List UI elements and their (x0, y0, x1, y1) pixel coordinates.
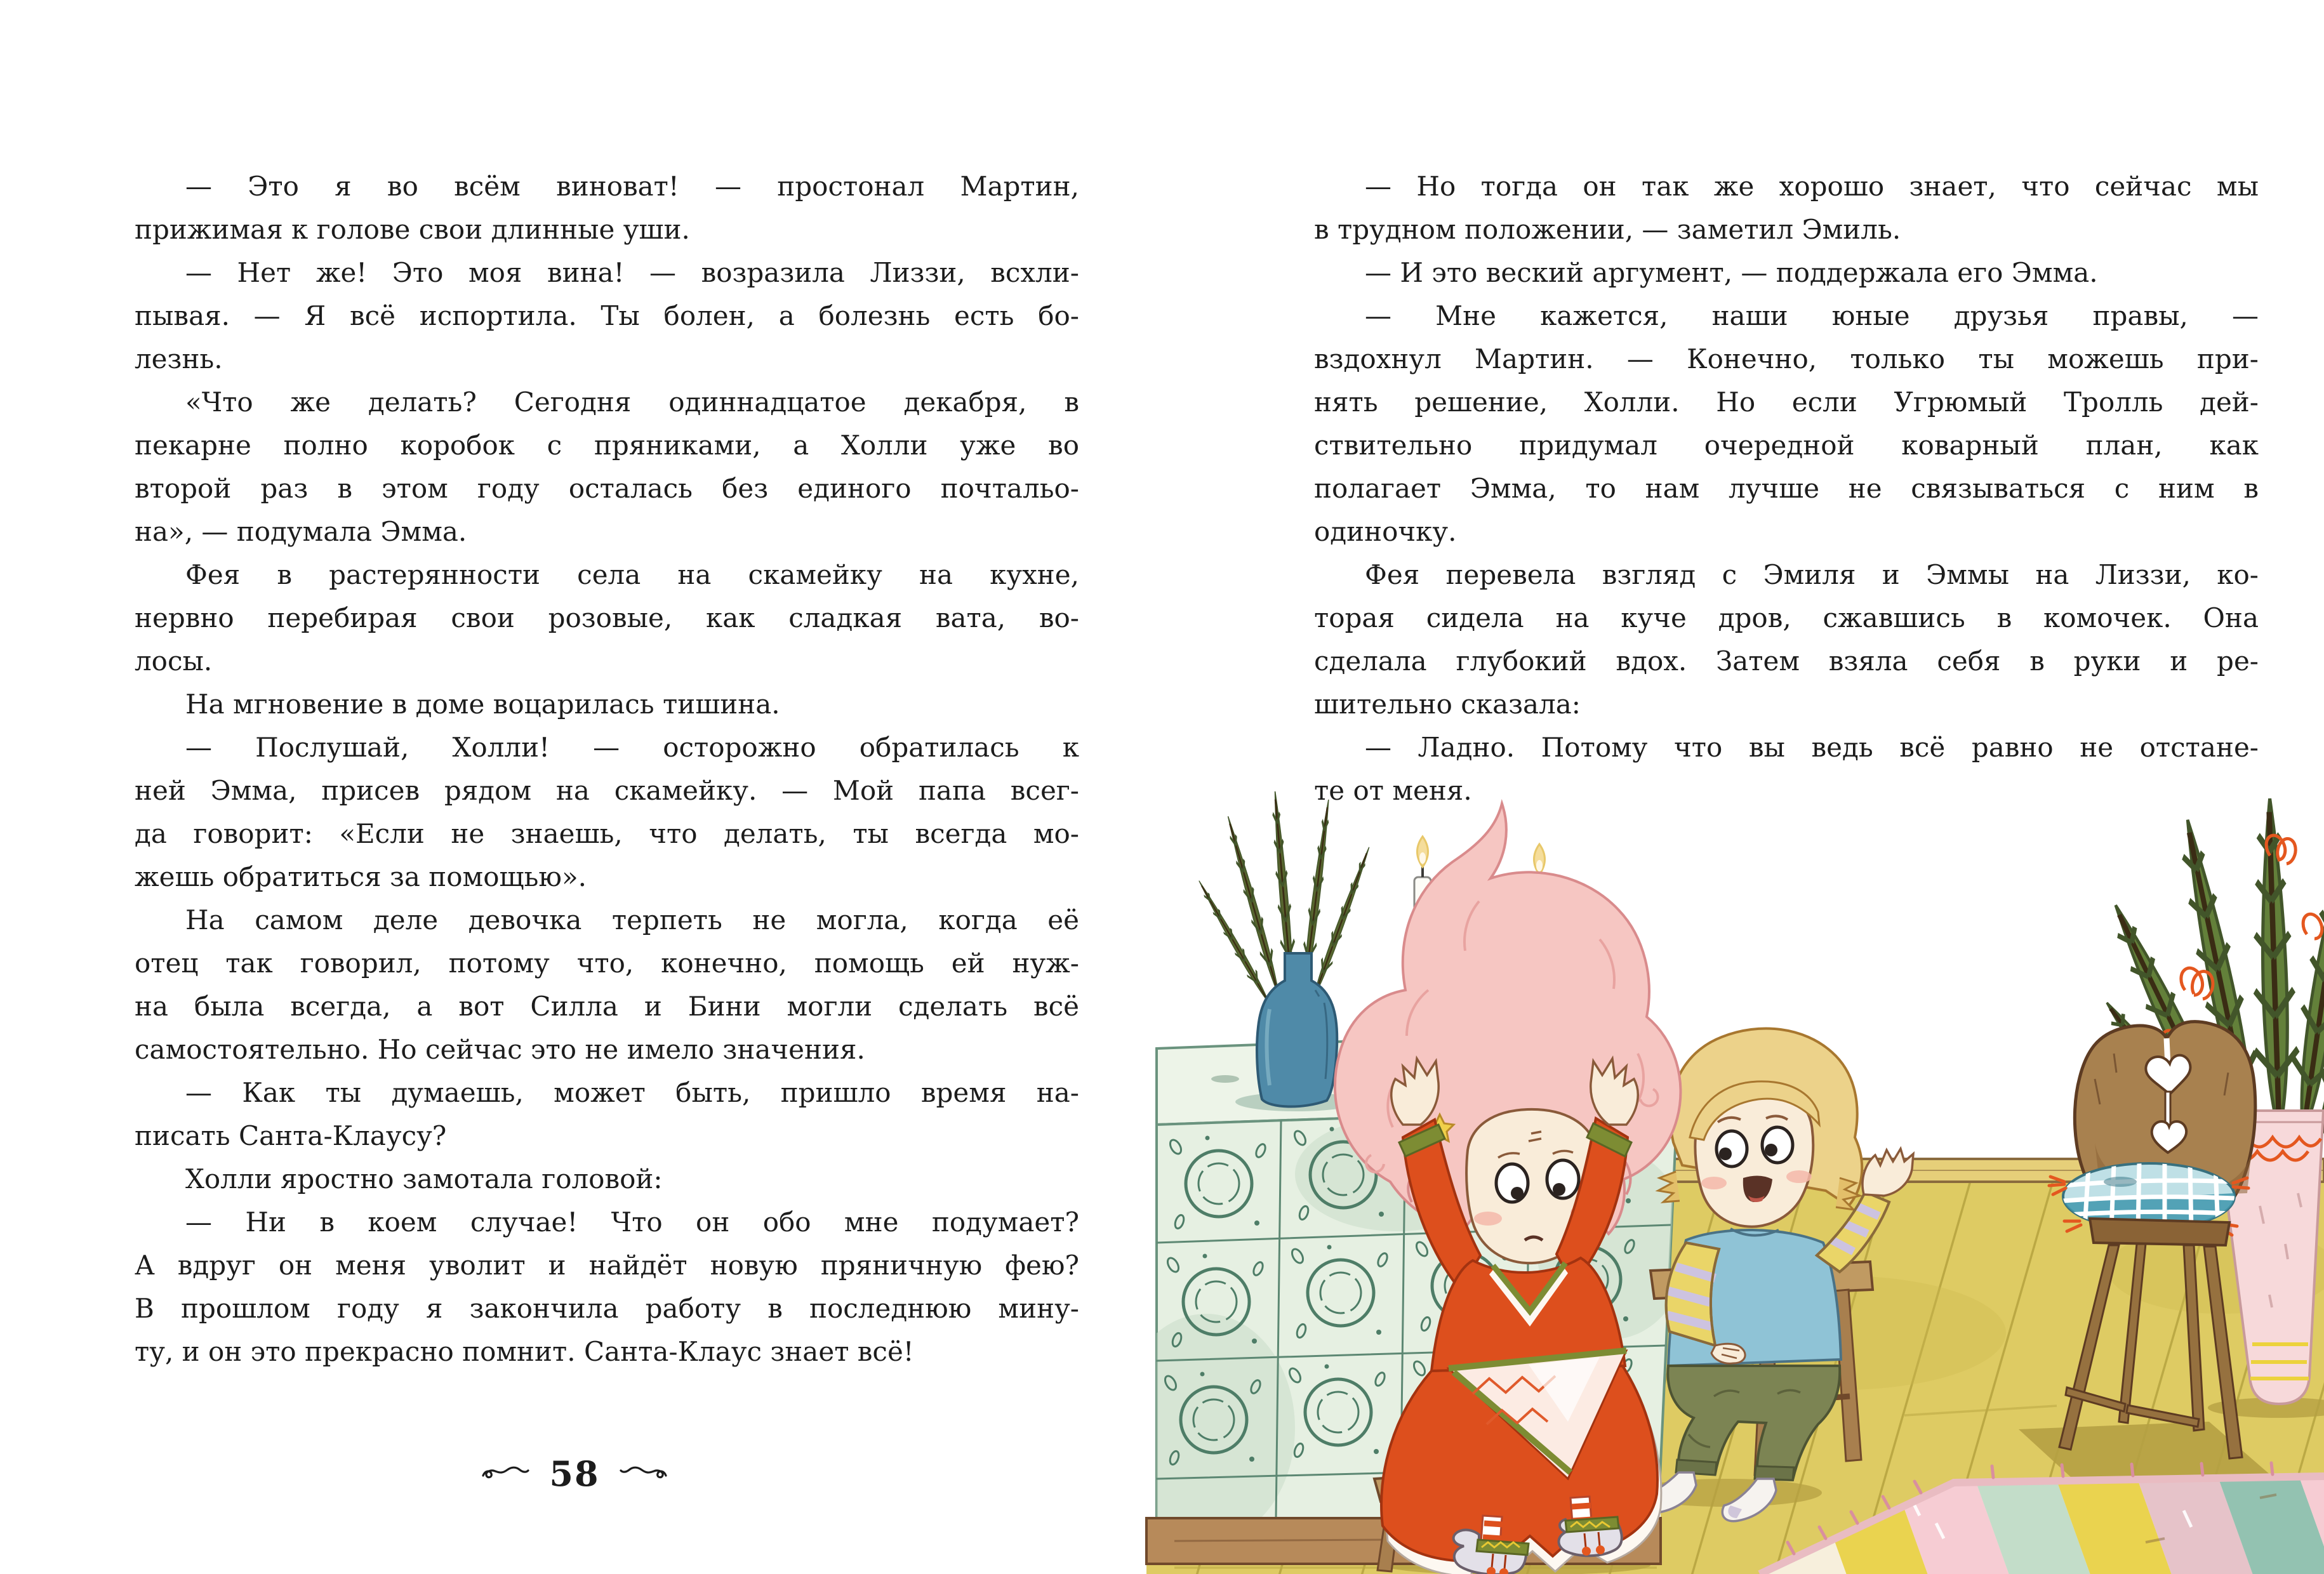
text-line: — Но тогда он так же хорошо знает, что сейчас мы (1365, 171, 2259, 202)
text-line: второй раз в этом году осталась без единого почтальо- (135, 473, 1079, 504)
text-line: — Ладно. Потому что вы ведь всё равно не отстане- (1365, 732, 2259, 763)
paragraph (135, 683, 1079, 726)
page-number: 58 (549, 1453, 600, 1494)
paragraph (1314, 165, 2259, 251)
text-line: ту, и он это прекрасно помнит. Санта-Клаус знает всё! (135, 1336, 914, 1367)
text-line: — Нет же! Это моя вина! — возразила Лиззи, всхли- (185, 257, 1079, 288)
text-line: торая сидела на куче дров, сжавшись в комочек. Она (1314, 602, 2259, 633)
text-line: те от меня. (1314, 775, 1472, 806)
paragraph (135, 899, 1079, 1071)
text-line: шительно сказала: (1314, 689, 1581, 720)
text-line: вздохнул Мартин. — Конечно, только ты можешь при- (1314, 343, 2259, 374)
text-line: отец так говорил, потому что, конечно, помощь ей нуж- (135, 948, 1079, 979)
kitchen-illustration (1130, 787, 2324, 1574)
right-page-text (1314, 165, 2259, 812)
text-line: жешь обратиться за помощью». (135, 861, 587, 892)
paragraph (135, 1158, 1079, 1201)
text-line: Фея в растерянности села на скамейку на кухне, (185, 559, 1079, 590)
text-line: — Как ты думаешь, может быть, пришло время на- (185, 1077, 1079, 1108)
text-line: — Мне кажется, наши юные друзья правы, — (1365, 300, 2259, 331)
paragraph (135, 726, 1079, 899)
text-line: да говорит: «Если не знаешь, что делать, ты всегда мо- (135, 818, 1079, 849)
text-line: — Послушай, Холли! — осторожно обратилась к (185, 732, 1079, 763)
text-line: на была всегда, а вот Силла и Бини могли сделать всё (135, 991, 1079, 1022)
text-line: Холли яростно замотала головой: (185, 1163, 663, 1194)
text-line: писать Санта-Клаусу? (135, 1120, 447, 1151)
page-number-row (352, 1453, 797, 1494)
text-line: полагает Эмма, то нам лучше не связываться с ним в (1314, 473, 2259, 504)
paragraph (135, 1071, 1079, 1158)
text-line: ней Эмма, присев рядом на скамейку. — Мой папа всег- (135, 775, 1079, 806)
paragraph (135, 1201, 1079, 1373)
paragraph (1314, 553, 2259, 726)
text-line: пывая. — Я всё испортила. Ты болен, а болезнь есть бо- (135, 300, 1079, 331)
text-line: сделала глубокий вдох. Затем взяла себя в руки и ре- (1314, 645, 2259, 677)
text-line: — Это я во всём виноват! — простонал Мартин, (185, 171, 1079, 202)
paragraph (1314, 294, 2259, 553)
paragraph (135, 251, 1079, 381)
paragraph (135, 165, 1079, 251)
text-line: — Ни в коем случае! Что он обо мне подумает? (185, 1207, 1079, 1238)
text-line: На самом деле девочка терпеть не могла, когда её (185, 904, 1079, 936)
text-line: — И это веский аргумент, — поддержала его Эмма. (1365, 257, 2098, 288)
text-line: нять решение, Холли. Но если Угрюмый Тролль дей- (1314, 387, 2259, 418)
text-line: прижимая к голове свои длинные уши. (135, 214, 690, 245)
text-line: В прошлом году я закончила работу в последнюю мину- (135, 1293, 1079, 1324)
flourish-right-icon (619, 1463, 668, 1485)
paragraph (1314, 251, 2259, 294)
text-line: «Что же делать? Сегодня одиннадцатое декабря, в (185, 387, 1079, 418)
left-page-text (135, 165, 1079, 1373)
text-line: самостоятельно. Но сейчас это не имело значения. (135, 1034, 865, 1065)
text-line: на», — подумала Эмма. (135, 516, 467, 547)
text-line: нервно перебирая свои розовые, как сладкая вата, во- (135, 602, 1079, 633)
text-line: в трудном положении, — заметил Эмиль. (1314, 214, 1901, 245)
text-line: А вдруг он меня уволит и найдёт новую пряничную фею? (135, 1250, 1079, 1281)
flourish-left-icon (481, 1463, 530, 1485)
text-line: лезнь. (135, 343, 223, 374)
paragraph (135, 381, 1079, 553)
text-line: пекарне полно коробок с пряниками, а Холли уже во (135, 430, 1079, 461)
text-line: Фея перевела взгляд с Эмиля и Эммы на Лиззи, ко- (1365, 559, 2259, 590)
text-line: одиночку. (1314, 516, 1457, 547)
paragraph (135, 553, 1079, 683)
text-line: лосы. (135, 645, 213, 677)
text-line: На мгновение в доме воцарилась тишина. (185, 689, 780, 720)
text-line: ствительно придумал очередной коварный план, как (1314, 430, 2259, 461)
